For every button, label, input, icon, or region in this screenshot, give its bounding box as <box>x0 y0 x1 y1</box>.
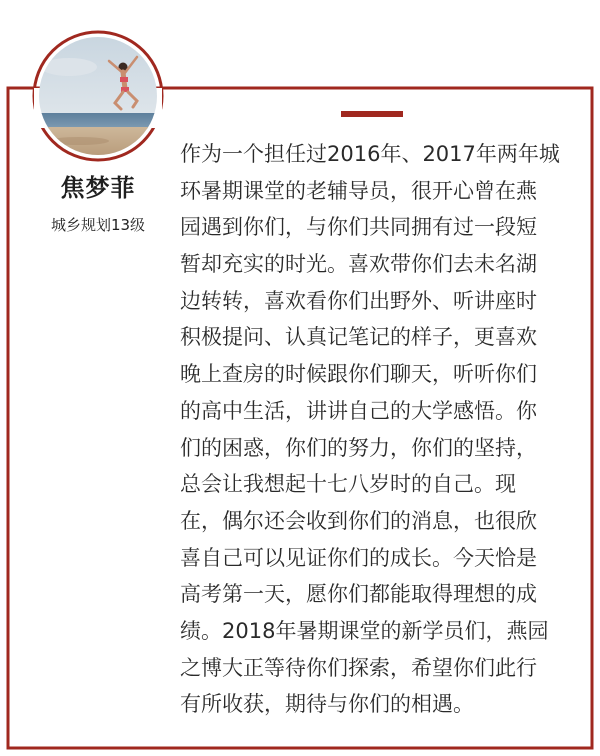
profile-class: 城乡规划13级 <box>50 216 146 234</box>
body-line: 边转转，喜欢看你们出野外、听讲座时 <box>180 288 537 313</box>
avatar <box>39 37 157 155</box>
body-line: 总会让我想起十七八岁时的自己。现 <box>180 472 516 497</box>
body-text <box>180 136 580 723</box>
body-line: 作为一个担任过2016年、2017年两年城 <box>180 142 560 166</box>
beach-jump-photo-icon <box>39 37 157 155</box>
body-line: 的高中生活，讲讲自己的大学感悟。你 <box>180 398 537 423</box>
accent-bar <box>341 111 403 117</box>
profile-name: 焦梦菲 <box>60 174 136 202</box>
body-line: 园遇到你们，与你们共同拥有过一段短 <box>180 215 537 240</box>
body-line: 环暑期课堂的老辅导员，很开心曾在燕 <box>180 178 537 203</box>
body-line: 有所收获，期待与你们的相遇。 <box>180 692 474 717</box>
body-line: 暂却充实的时光。喜欢带你们去未名湖 <box>180 252 537 277</box>
body-line: 们的困惑，你们的努力，你们的坚持， <box>180 435 537 460</box>
body-line: 晚上查房的时候跟你们聊天，听听你们 <box>180 362 537 387</box>
body-line: 喜自己可以见证你们的成长。今天恰是 <box>180 545 537 570</box>
body-line: 绩。2018年暑期课堂的新学员们，燕园 <box>180 618 549 643</box>
body-line: 之博大正等待你们探索，希望你们此行 <box>180 655 537 680</box>
body-line: 在，偶尔还会收到你们的消息，也很欣 <box>180 508 537 533</box>
body-line: 积极提问、认真记笔记的样子，更喜欢 <box>180 325 537 350</box>
body-line: 高考第一天，愿你们都能取得理想的成 <box>180 582 537 607</box>
